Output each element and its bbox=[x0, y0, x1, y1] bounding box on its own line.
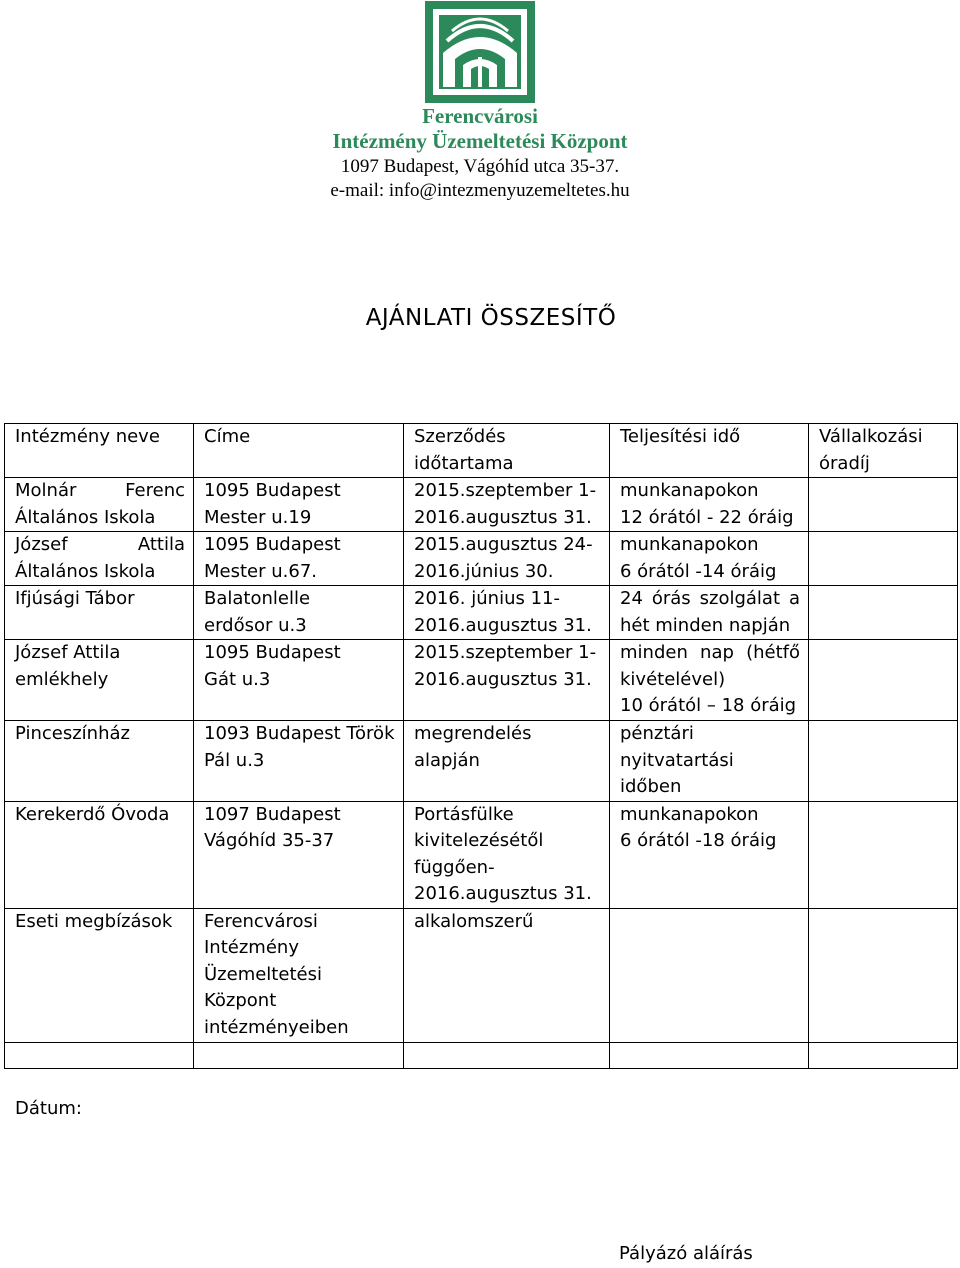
table-row bbox=[5, 1042, 958, 1068]
cell-contract-period: 2015.augusztus 24- 2016.június 30. bbox=[404, 532, 610, 586]
organization-subtitle: Intézmény Üzemeltetési Központ bbox=[332, 129, 628, 153]
table-row bbox=[5, 586, 958, 640]
cell-address: 1095 Budapest Mester u.67. bbox=[194, 532, 404, 586]
cell-contract-period: alkalomszerű bbox=[404, 908, 610, 1042]
table-row bbox=[5, 532, 958, 586]
cell-hourly-rate bbox=[809, 478, 958, 532]
cell-institution: Molnár Ferenc Általános Iskola bbox=[5, 478, 194, 532]
cell-institution: József Attila emlékhely bbox=[5, 640, 194, 721]
organization-email: e-mail: info@intezmenyuzemeltetes.hu bbox=[330, 180, 630, 201]
table-row bbox=[5, 801, 958, 908]
cell-performance-time: munkanapokon 6 órától -18 óráig bbox=[610, 801, 809, 908]
cell-institution: Pinceszínház bbox=[5, 721, 194, 802]
cell-hourly-rate bbox=[809, 532, 958, 586]
table-header-row bbox=[5, 424, 958, 478]
cell-address: 1097 Budapest Vágóhíd 35-37 bbox=[194, 801, 404, 908]
cell-performance-time bbox=[610, 908, 809, 1042]
signature-label: Pályázó aláírás bbox=[619, 1243, 753, 1264]
cell-contract-period: 2015.szeptember 1- 2016.augusztus 31. bbox=[404, 478, 610, 532]
cell-hourly-rate bbox=[809, 1042, 958, 1068]
cell-hourly-rate bbox=[809, 801, 958, 908]
cell-address: 1095 Budapest Mester u.19 bbox=[194, 478, 404, 532]
date-label: Dátum: bbox=[15, 1098, 82, 1119]
header-institution: Intézmény neve bbox=[5, 424, 194, 478]
cell-contract-period: 2015.szeptember 1- 2016.augusztus 31. bbox=[404, 640, 610, 721]
cell-institution: Kerekerdő Óvoda bbox=[5, 801, 194, 908]
cell-hourly-rate bbox=[809, 640, 958, 721]
cell-performance-time: munkanapokon 6 órától -14 óráig bbox=[610, 532, 809, 586]
organization-name: Ferencvárosi bbox=[422, 104, 538, 128]
cell-performance-time: 24 órás szolgálat a hét minden napján bbox=[610, 586, 809, 640]
table-row bbox=[5, 640, 958, 721]
header-address: Címe bbox=[194, 424, 404, 478]
cell-hourly-rate bbox=[809, 721, 958, 802]
header-contract-period: Szerződés időtartama bbox=[404, 424, 610, 478]
cell-contract-period: megrendelés alapján bbox=[404, 721, 610, 802]
cell-hourly-rate bbox=[809, 586, 958, 640]
offer-summary-table bbox=[4, 423, 958, 1069]
table-row bbox=[5, 721, 958, 802]
header-performance-time: Teljesítési idő bbox=[610, 424, 809, 478]
page-title: AJÁNLATI ÖSSZESÍTŐ bbox=[365, 305, 617, 331]
cell-contract-period: Portásfülke kivitelezésétől függően- 2016.augusztus 31. bbox=[404, 801, 610, 908]
cell-performance-time: minden nap (hétfő kivételével) 10 órától – 18 óráig bbox=[610, 640, 809, 721]
cell-contract-period bbox=[404, 1042, 610, 1068]
cell-address: Balatonlelle erdősor u.3 bbox=[194, 586, 404, 640]
arched-gate-logo-icon bbox=[425, 1, 535, 103]
table-row bbox=[5, 478, 958, 532]
cell-address bbox=[194, 1042, 404, 1068]
cell-address: 1095 Budapest Gát u.3 bbox=[194, 640, 404, 721]
cell-institution: Eseti megbízások bbox=[5, 908, 194, 1042]
cell-address: 1093 Budapest Török Pál u.3 bbox=[194, 721, 404, 802]
cell-hourly-rate bbox=[809, 908, 958, 1042]
cell-address: Ferencvárosi Intézmény Üzemeltetési Központ intézményeiben bbox=[194, 908, 404, 1042]
cell-performance-time: munkanapokon 12 órától - 22 óráig bbox=[610, 478, 809, 532]
cell-contract-period: 2016. június 11- 2016.augusztus 31. bbox=[404, 586, 610, 640]
organization-address: 1097 Budapest, Vágóhíd utca 35-37. bbox=[340, 156, 620, 177]
table-row bbox=[5, 908, 958, 1042]
cell-performance-time bbox=[610, 1042, 809, 1068]
header-hourly-rate: Vállalkozási óradíj bbox=[809, 424, 958, 478]
cell-institution: Ifjúsági Tábor bbox=[5, 586, 194, 640]
cell-performance-time: pénztári nyitvatartási időben bbox=[610, 721, 809, 802]
cell-institution: József Attila Általános Iskola bbox=[5, 532, 194, 586]
cell-institution bbox=[5, 1042, 194, 1068]
